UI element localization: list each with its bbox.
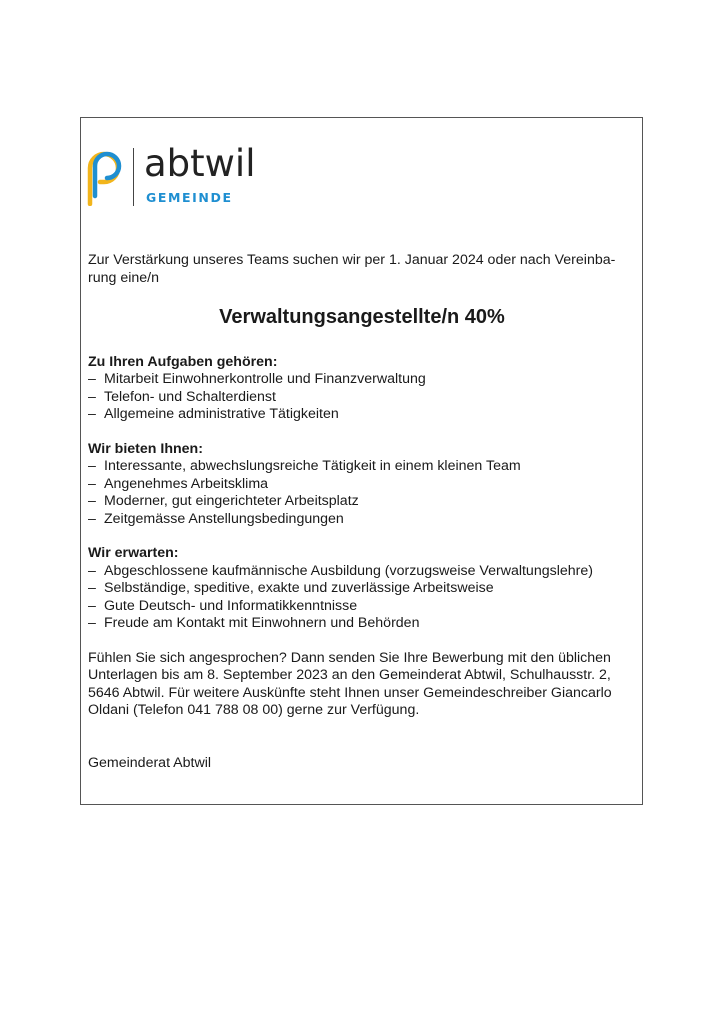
abtwil-logo bbox=[86, 142, 276, 210]
logo-divider bbox=[133, 148, 134, 206]
requirements-list bbox=[88, 563, 636, 633]
list-item: – Freude am Kontakt mit Einwohnern und Behörden bbox=[88, 615, 636, 633]
logo-name: abtwil bbox=[144, 142, 256, 185]
list-item: – Interessante, abwechslungsreiche Tätigkeit in einem kleinen Team bbox=[88, 458, 636, 476]
logo-subtitle: GEMEINDE bbox=[146, 190, 233, 205]
list-item: – Mitarbeit Einwohnerkontrolle und Finanzverwaltung bbox=[88, 371, 636, 389]
section-heading: Wir erwarten: bbox=[88, 545, 179, 561]
list-item: – Gute Deutsch- und Informatikkenntnisse bbox=[88, 598, 636, 616]
intro-text: Zur Verstärkung unseres Teams suchen wir per 1. Januar 2024 oder nach Vereinba-rung eine/n bbox=[88, 252, 616, 286]
section-heading: Wir bieten Ihnen: bbox=[88, 440, 203, 457]
closing-text: Fühlen Sie sich angesprochen? Dann senden Sie Ihre Bewerbung mit den üblichen Unterlagen bis am 8. September 2023 an den Gemeinderat Abtwil, Schulhausstr. 2, 5646 Abtwil. Für weitere Auskünfte steht Ihnen unser Gemeindeschreiber Giancarlo Oldani (Telefon 041 788 08 00) gerne zur Verfügung. bbox=[88, 649, 612, 718]
list-item: – Abgeschlossene kaufmännische Ausbildung (vorzugsweise Verwaltungslehre) bbox=[88, 563, 636, 581]
list-item: – Moderner, gut eingerichteter Arbeitsplatz bbox=[88, 493, 636, 511]
ad-content bbox=[88, 252, 636, 772]
tasks-list bbox=[88, 371, 636, 424]
list-item: – Telefon- und Schalterdienst bbox=[88, 389, 636, 407]
offers-list bbox=[88, 458, 636, 528]
job-title: Verwaltungsangestellte/n 40% bbox=[219, 306, 505, 328]
signature: Gemeinderat Abtwil bbox=[88, 754, 212, 771]
list-item: – Allgemeine administrative Tätigkeiten bbox=[88, 406, 636, 424]
list-item: – Selbständige, speditive, exakte und zuverlässige Arbeitsweise bbox=[88, 580, 636, 598]
section-heading: Zu Ihren Aufgaben gehören: bbox=[88, 353, 278, 370]
logo-mark-icon bbox=[86, 150, 126, 206]
list-item: – Angenehmes Arbeitsklima bbox=[88, 476, 636, 494]
list-item: – Zeitgemässe Anstellungsbedingungen bbox=[88, 511, 636, 529]
